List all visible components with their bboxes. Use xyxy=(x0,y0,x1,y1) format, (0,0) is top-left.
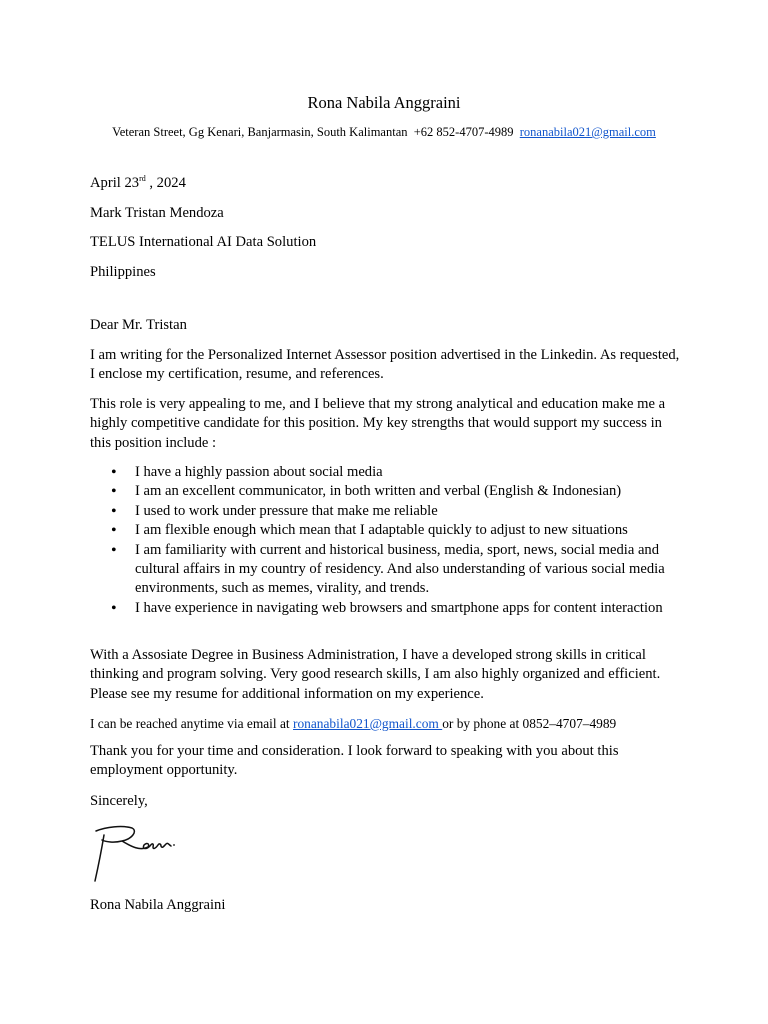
paragraph-contact xyxy=(90,714,682,733)
salutation: Dear Mr. Tristan xyxy=(90,317,187,333)
header-address: Veteran Street, Gg Kenari, Banjarmasin, South Kalimantan xyxy=(112,125,408,139)
header-email-link[interactable]: ronanabila021@gmail.com xyxy=(519,125,656,139)
list-item: • I am an excellent communicator, in both written and verbal (English & Indonesian) xyxy=(90,482,682,501)
paragraph-thanks: Thank you for your time and consideration. I look forward to speaking with you about this employment opportunity. xyxy=(90,743,619,779)
contact-suffix: or by phone at 0852–4707–4989 xyxy=(442,716,617,731)
date-suffix: rd xyxy=(139,174,146,183)
list-item: • I have experience in navigating web browsers and smartphone apps for content interaction xyxy=(90,599,682,618)
contact-prefix: I can be reached anytime via email at xyxy=(90,716,293,731)
list-item: • I used to work under pressure that make me reliable xyxy=(90,502,682,521)
paragraph-intro: I am writing for the Personalized Internet Assessor position advertised in the Linkedin. As requested, I enclose my certification, resume, and references. xyxy=(90,347,680,383)
closing: Sincerely, xyxy=(90,793,148,809)
list-item: • I have a highly passion about social media xyxy=(90,463,682,482)
paragraph-role: This role is very appealing to me, and I believe that my strong analytical and education make me a highly competitive candidate for this position. My key strengths that would support my success in this position include : xyxy=(90,396,666,451)
recipient-name: Mark Tristan Mendoza xyxy=(90,205,224,221)
list-item: • I am familiarity with current and historical business, media, sport, news, social media and cultural affairs in my country of residency. And also understanding of various social media environments, such as memes, virality, and trends. xyxy=(90,541,682,599)
letter-date xyxy=(90,174,682,193)
date-month-day: April 23 xyxy=(90,175,140,191)
recipient-company: TELUS International AI Data Solution xyxy=(90,234,317,250)
contact-email-link[interactable]: ronanabila021@gmail.com xyxy=(293,716,443,731)
date-year: , 2024 xyxy=(145,175,186,191)
list-item: • I am flexible enough which mean that I adaptable quickly to adjust to new situations xyxy=(90,521,682,540)
paragraph-degree: With a Assosiate Degree in Business Administration, I have a developed strong skills in critical thinking and program solving. Very good research skills, I am also highly organized and efficient. Please see my resume for additional information on my experience. xyxy=(90,647,661,702)
header-phone: +62 852-4707-4989 xyxy=(413,125,514,139)
contact-line xyxy=(0,125,768,140)
letter-name-header: Rona Nabila Anggraini xyxy=(307,93,461,112)
strengths-list xyxy=(90,463,682,618)
signature-name: Rona Nabila Anggraini xyxy=(90,897,226,913)
signature-image xyxy=(92,823,178,885)
recipient-country: Philippines xyxy=(90,264,156,280)
